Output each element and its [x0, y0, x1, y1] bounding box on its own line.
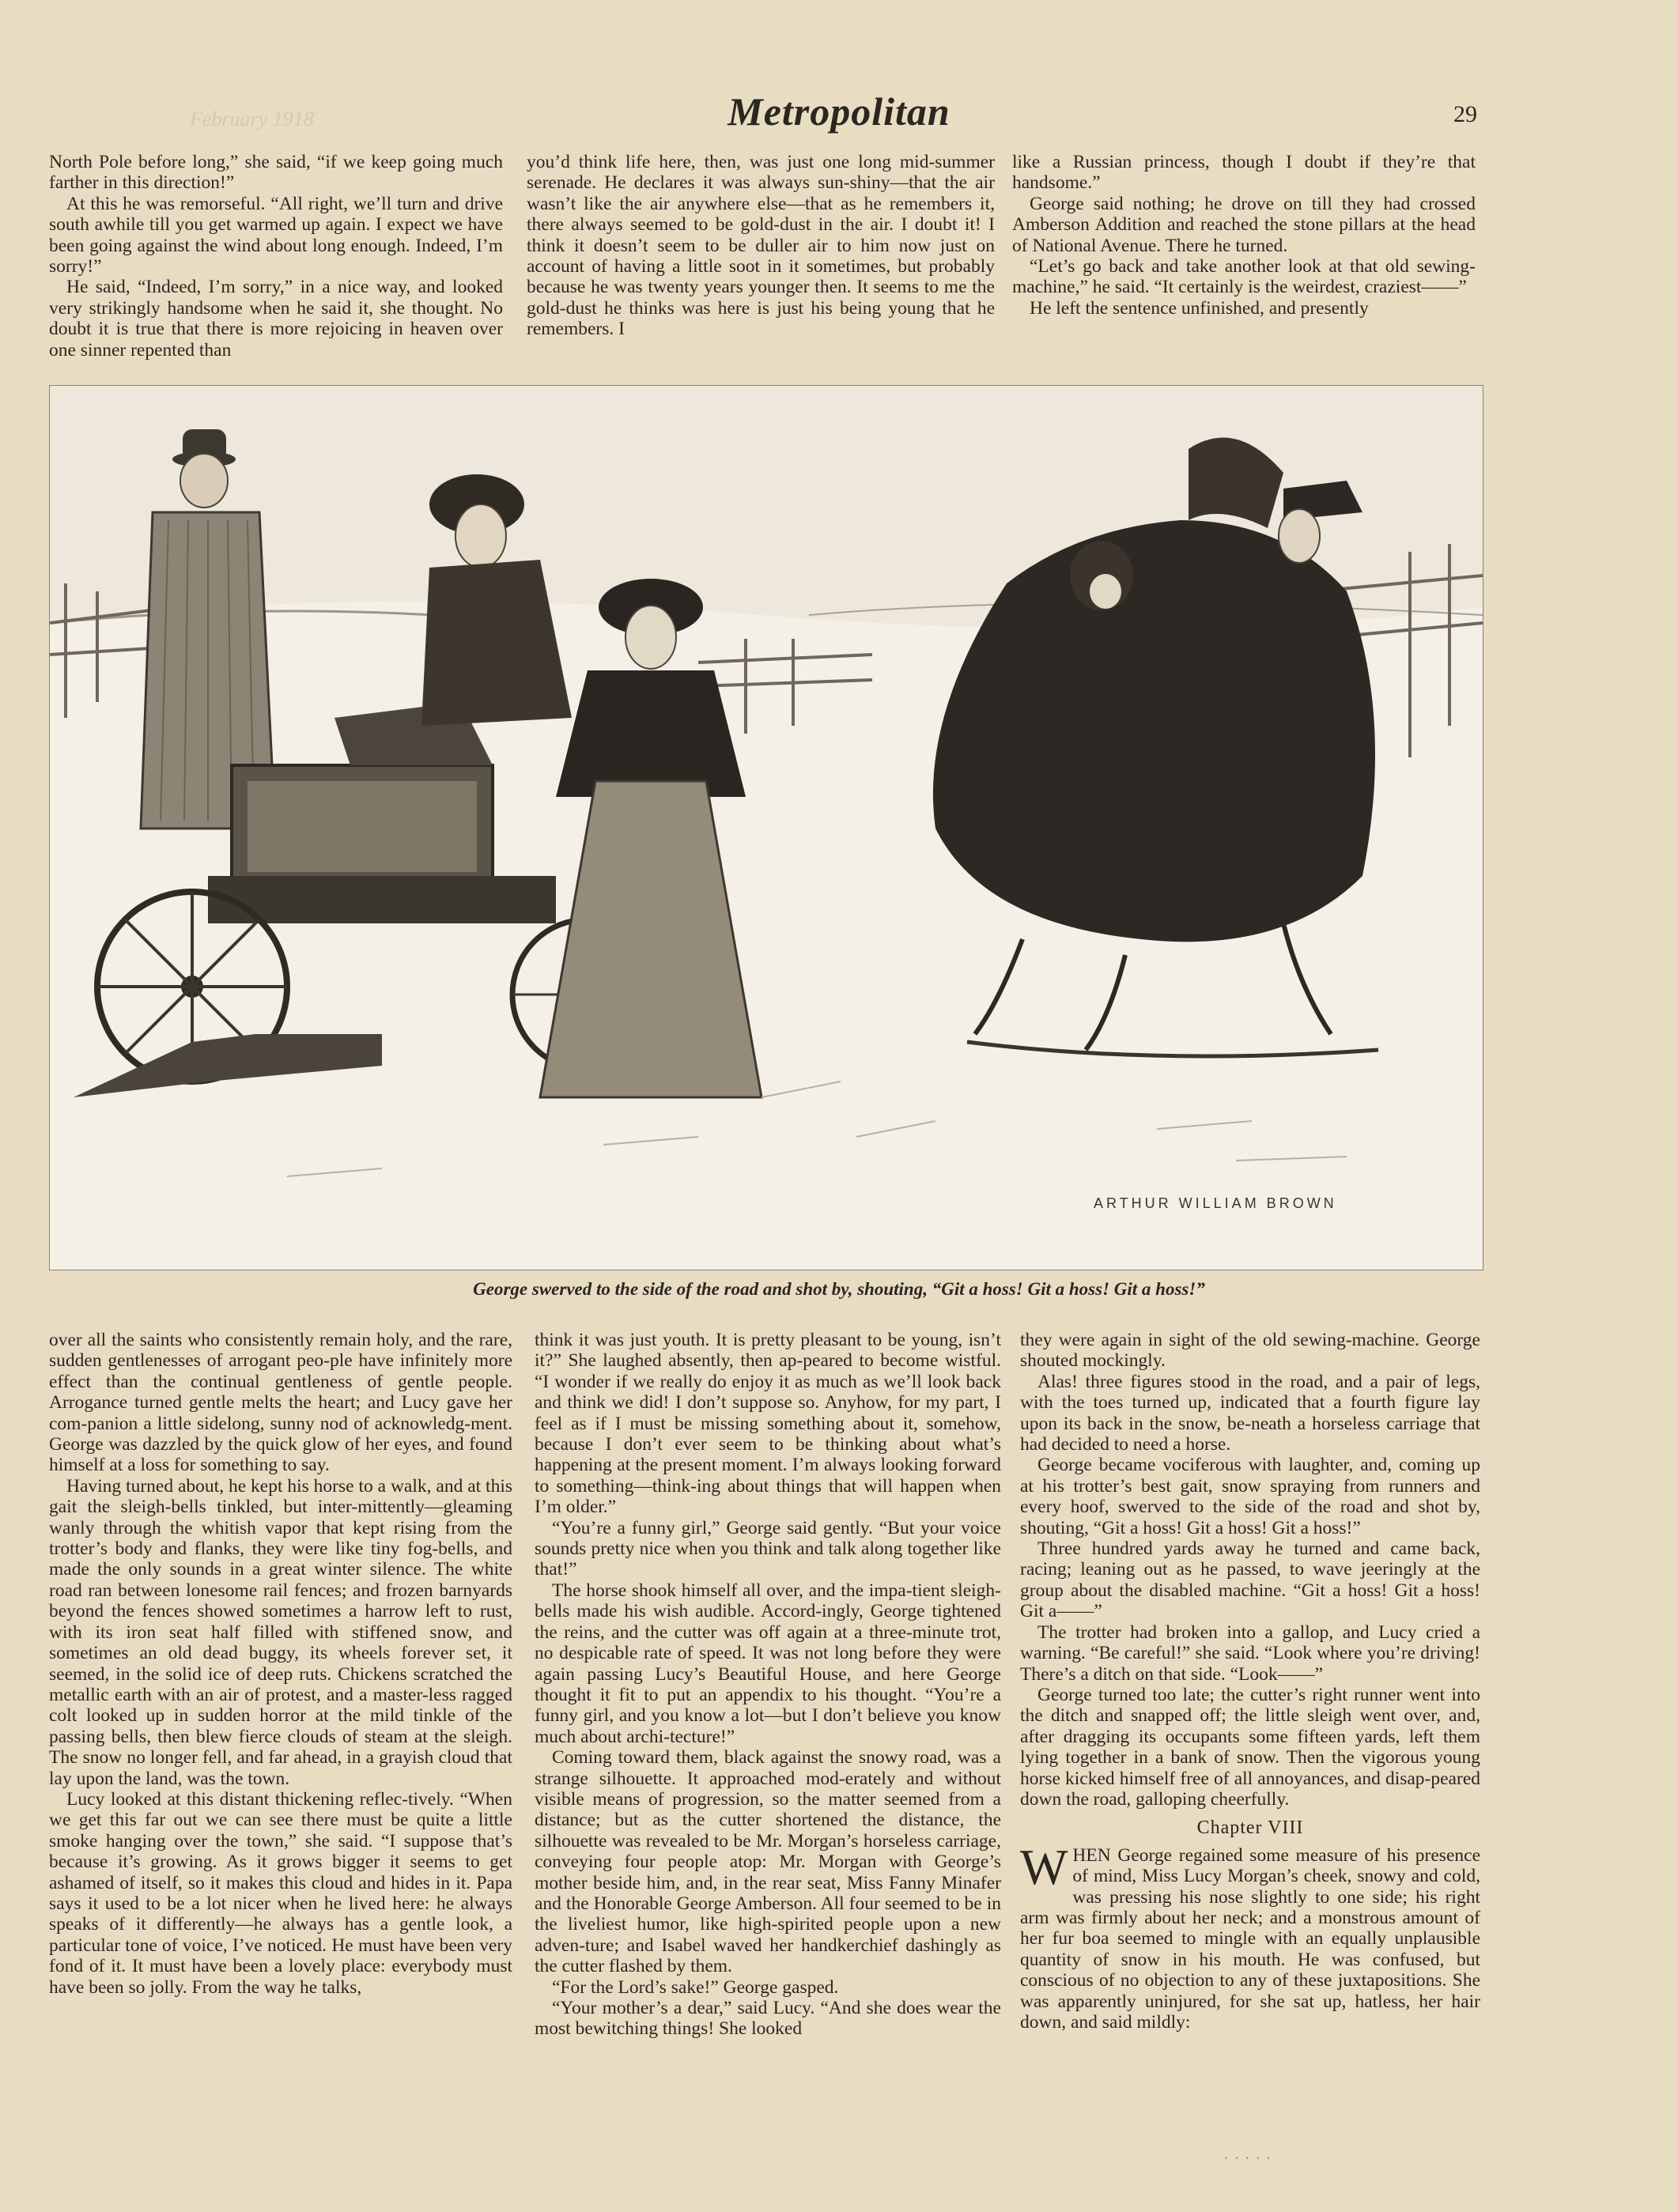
paragraph: George turned too late; the cutter’s right runner went into the ditch and snapped off; the little sleigh went over, and, after dragging its occupants some fifteen yards, left them lying together in a bank of snow. Then the vigorous young horse kicked himself free of all annoyances, and disap-peared down the road, galloping cheerfully.	[1020, 1684, 1480, 1810]
illustration-drawing	[50, 386, 1483, 1270]
bottom-column-1	[49, 1330, 512, 1998]
paragraph: think it was just youth. It is pretty pleasant to be young, isn’t it?” She laughed absently, then ap-peared to become wistful. “I wonder if we really do enjoy it as much as we’ll look back and think we did! I don’t suppose so. Anyhow, for my part, I feel as if I must be missing something about it, somehow, because I don’t ever seem to be thinking about what’s happening at the present moment. I’m always looking forward to something—think-ing about things that will happen when I’m older.”	[535, 1330, 1001, 1518]
artist-signature: ARTHUR WILLIAM BROWN	[1094, 1195, 1337, 1211]
paragraph: they were again in sight of the old sewing-machine. George shouted mockingly.	[1020, 1330, 1480, 1372]
chapter-opening-text: HEN George regained some measure of his presence of mind, Miss Lucy Morgan’s cheek, snowy and cold, was pressing his nose slightly to one side; his right arm was firmly about her neck; and a monstrous amount of her fur boa seemed to mingle with an equally unplausible quantity of snow in his mouth. He was confused, but conscious of no objection to any of these juxtapositions. She was apparently uninjured, for she sat up, hatless, her hair down, and said mildly:	[1020, 1844, 1480, 2033]
bottom-column-3	[1020, 1330, 1480, 2033]
paragraph: like a Russian princess, though I doubt if they’re that handsome.”	[1012, 152, 1476, 194]
paragraph: Having turned about, he kept his horse to a walk, and at this gait the sleigh-bells tinkled, but inter-mittently—gleaming wanly through the whitish vapor that kept rising from the trotter’s body and flanks, they were like tiny fog-bells, and made the only sounds in a great winter silence. The white road ran between lonesome rail fences; and frozen barnyards beyond the fences showed sometimes a harrow left to rust, with its iron seat half filled with stiffened snow, and sometimes an old dead buggy, its wheels forever set, it seemed, in the solid ice of deep ruts. Chickens scratched the metallic earth with an air of protest, and a master-less ragged colt looked up in sudden horror at the mild tinkle of the passing bells, then blew fierce clouds of steam at the sleigh. The snow no longer fell, and far ahead, in a grayish cloud that lay upon the land, was the town.	[49, 1475, 512, 1789]
bottom-column-2	[535, 1330, 1001, 2040]
chapter-heading: Chapter VIII	[1196, 1818, 1304, 1839]
paragraph: Alas! three figures stood in the road, and a pair of legs, with the toes turned up, indicated that a fourth figure lay upon its back in the snow, be-neath a horseless carriage that had decided to need a horse.	[1020, 1371, 1480, 1455]
chapter-opening-paragraph	[1020, 1838, 1480, 2033]
paragraph: “For the Lord’s sake!” George gasped.	[552, 1976, 839, 1998]
paragraph: George said nothing; he drove on till they had crossed Amberson Addition and reached the stone pillars at the head of National Avenue. There he turned.	[1012, 193, 1476, 256]
paragraph: Three hundred yards away he turned and came back, racing; leaning out as he passed, to wave jeeringly at the group about the disabled machine. “Git a hoss! Git a hoss! Git a——”	[1020, 1538, 1480, 1622]
top-column-2	[527, 152, 995, 340]
illustration	[49, 385, 1483, 1270]
top-column-1	[49, 152, 503, 360]
paragraph: The trotter had broken into a gallop, and Lucy cried a warning. “Be careful!” she said. “Look where you’re driving! There’s a ditch on that side. “Look——”	[1020, 1621, 1480, 1685]
paragraph: “Your mother’s a dear,” said Lucy. “And she does wear the most bewitching things! She looked	[535, 1998, 1001, 2040]
paragraph: He said, “Indeed, I’m sorry,” in a nice way, and looked very strikingly handsome when he said it, she thought. No doubt it is true that there is more rejoicing in heaven over one sinner repented than	[49, 277, 503, 360]
top-column-3	[1012, 152, 1476, 319]
paragraph: Lucy looked at this distant thickening reflec-tively. “When we get this far out we can see there must be quite a little smoke hanging over the town,” she said. “I suppose that’s because it’s growing. As it grows bigger it seems to get ashamed of itself, so it makes this cloud and hides in it. Papa says it used to be a lot nicer when he lived here: he always speaks of it differently—he always has a gentle look, a particular tone of voice, I’ve noticed. He must have been very fond of it. It must have been a lovely place: everybody must have been so jolly. From the way he talks,	[49, 1788, 512, 1998]
paragraph: you’d think life here, then, was just one long mid-summer serenade. He declares it was always sun-shiny—that the air wasn’t like the air anywhere else—that as he remembers it, there always seemed to be gold-dust in the air. I doubt it! I think it doesn’t seem to be duller air to him now just on account of having a little soot in it sometimes, but probably because he was twenty years younger then. It seems to me the gold-dust he thinks was here is just his being young that he remembers. I	[527, 152, 995, 340]
drop-cap: W	[1020, 1838, 1068, 1895]
paragraph: George became vociferous with laughter, and, coming up at his trotter’s best gait, snow spraying from runners and every hoof, swerved to the side of the road and shot by, shouting, “Git a hoss! Git a hoss! Git a hoss!”	[1020, 1455, 1480, 1538]
illustration-caption: George swerved to the side of the road and shot by, shouting, “Git a hoss! Git a hoss! Git a hoss!”	[473, 1279, 1205, 1299]
page-number: 29	[1453, 101, 1477, 127]
faint-stamp: February 1918	[190, 108, 314, 130]
paragraph: He left the sentence unfinished, and presently	[1030, 297, 1369, 319]
paragraph: “You’re a funny girl,” George said gently. “But your voice sounds pretty nice when you think and talk along together like that!”	[535, 1517, 1001, 1580]
paragraph: over all the saints who consistently remain holy, and the rare, sudden gentlenesses of arrogant peo-ple have infinitely more effect than the continual gentleness of gentle people. Arrogance turned gentle melts the heart; and Lucy gave her com-panion a little sidelong, sunny nod of acknowledg-ment. George was dazzled by the quick glow of her eyes, and found himself at a loss for something to say.	[49, 1330, 512, 1476]
paragraph: The horse shook himself all over, and the impa-tient sleigh-bells made his wish audible. Accord-ingly, George tightened the reins, and the cutter was off again at a three-minute trot, no despicable rate of speed. It was not long before they were again passing Lucy’s Beautiful House, and here George thought it fit to put an appendix to his thought. “You’re a funny girl, and you know a lot—but I don’t believe you know much about archi-tecture!”	[535, 1580, 1001, 1747]
paragraph: “Let’s go back and take another look at that old sewing-machine,” he said. “It certainly is the weirdest, craziest——”	[1012, 256, 1476, 298]
paragraph: At this he was remorseful. “All right, we’ll turn and drive south awhile till you get warmed up again. I expect we have been going against the wind about long enough. Indeed, I’m sorry!”	[49, 193, 503, 277]
paragraph: North Pole before long,” she said, “if we keep going much farther in this direction!”	[49, 152, 503, 194]
paragraph: Coming toward them, black against the snowy road, was a strange silhouette. It approached mod-erately and without visible means of progression, so the matter seemed from a distance; but as the cutter shortened the distance, the silhouette was revealed to be Mr. Morgan’s horseless carriage, conveying four people atop: Mr. Morgan with George’s mother beside him, and, in the rear seat, Miss Fanny Minafer and the Honorable George Amberson. All four seemed to be in the liveliest humor, like high-spirited people upon a new adven-ture; and Isabel waved her handkerchief dashingly as the cutter flashed by them.	[535, 1747, 1001, 1977]
decorative-dots: · · · · ·	[1224, 2152, 1272, 2165]
magazine-title: Metropolitan	[728, 89, 950, 134]
